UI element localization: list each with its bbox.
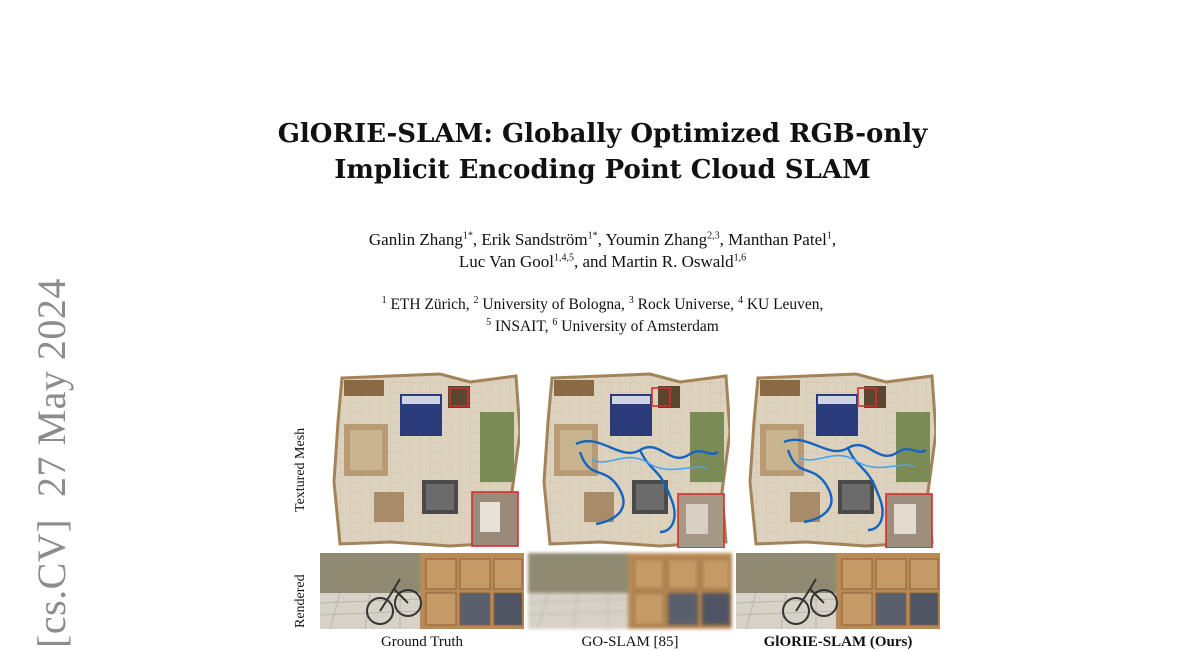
author-affil-marker: 1 [826, 230, 832, 242]
author-affil-marker: 1,4,5 [553, 252, 574, 264]
row-label-textured-mesh: Textured Mesh [293, 427, 308, 512]
author-line-1: Ganlin Zhang$^{1*}$, Erik Sandström$^{1*}$, Youmin Zhang$^{2,3}$, Manthan Patel$^1$, [368, 230, 837, 249]
render-glorie-slam [736, 553, 940, 629]
affiliation-line-2 [200, 316, 1005, 338]
affiliation-list [200, 294, 1005, 338]
author-name: Youmin Zhang [605, 230, 708, 249]
author-line-2: Luc Van Gool$^{1,4,5}$, and Martin R. Oswald$^{1,6}$ [458, 252, 747, 271]
affil-marker: 6 [552, 316, 558, 328]
mesh-ground-truth [330, 372, 520, 548]
caption-ground-truth: Ground Truth [380, 634, 464, 650]
affiliation-line-1 [200, 294, 1005, 316]
affil-marker: 3 [628, 294, 634, 306]
author-name: Luc Van Gool [458, 252, 554, 271]
author-name: Manthan Patel [728, 230, 827, 249]
arxiv-stamp [28, 278, 75, 648]
author-list [200, 229, 1005, 273]
affiliation: University of Bologna, [482, 296, 625, 313]
author-affil-marker: 1* [587, 230, 598, 242]
mesh-go-slam [540, 372, 730, 548]
render-go-slam [528, 553, 732, 629]
affiliation: University of Amsterdam [561, 318, 719, 335]
render-ground-truth [320, 553, 524, 629]
affiliation: KU Leuven, [746, 296, 824, 313]
caption-glorie-slam: GlORIE-SLAM (Ours) [763, 634, 913, 650]
author-affil-marker: 1* [462, 230, 473, 242]
affiliation: ETH Zürich, [390, 296, 470, 313]
arxiv-category: [cs.CV] [29, 518, 74, 648]
affil-marker: 4 [737, 294, 743, 306]
affiliation: Rock Universe, [637, 296, 735, 313]
mesh-glorie-slam [746, 372, 936, 548]
title-line-1: GlORIE-SLAM: Globally Optimized RGB-only [277, 119, 928, 149]
caption-go-slam: GO-SLAM [85] [581, 634, 679, 650]
affil-marker: 2 [473, 294, 479, 306]
affil-marker: 1 [381, 294, 387, 306]
author-affil-marker: 2,3 [707, 230, 720, 242]
affiliation: INSAIT, [495, 318, 549, 335]
affil-marker: 5 [486, 316, 492, 328]
arxiv-date: 27 May 2024 [29, 278, 74, 497]
row-label-rendered: Rendered [293, 574, 308, 628]
title-line-2: Implicit Encoding Point Cloud SLAM [334, 155, 871, 185]
author-affil-marker: 1,6 [733, 252, 747, 264]
author-name: Erik Sandström [481, 230, 588, 249]
paper-title [200, 116, 1005, 188]
author-name: and Martin R. Oswald [582, 252, 734, 271]
author-name: Ganlin Zhang [368, 230, 463, 249]
